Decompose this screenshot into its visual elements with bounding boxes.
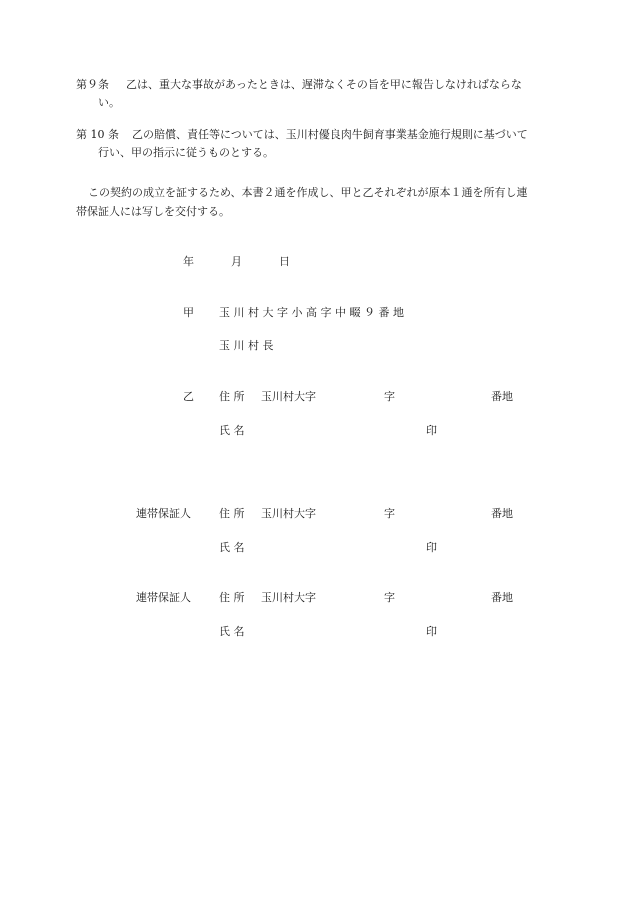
name-label: 氏 名 <box>219 541 245 554</box>
address-banchi: 番地 <box>491 507 513 520</box>
address-village: 玉川村大字 <box>261 390 316 403</box>
party-a-title: 玉 川 村 長 <box>219 339 274 352</box>
party-a-address: 玉 川 村 大 字 小 高 字 中 畷 ９ 番 地 <box>219 306 404 319</box>
address-village: 玉川村大字 <box>261 591 316 604</box>
article-number: 第 10 条 <box>76 128 119 141</box>
date-month: 月 <box>231 255 242 268</box>
address-aza: 字 <box>384 507 395 520</box>
party-b-label: 乙 <box>183 390 194 403</box>
name-label: 氏 名 <box>219 424 245 437</box>
seal-mark: 印 <box>426 424 437 437</box>
article-number: 第９条 <box>76 78 109 91</box>
date-year: 年 <box>183 255 194 268</box>
guarantor-label: 連帯保証人 <box>136 507 191 520</box>
address-aza: 字 <box>384 390 395 403</box>
date-day: 日 <box>279 255 290 268</box>
article-text-continued: い。 <box>98 96 120 109</box>
article-text: 乙は、重大な事故があったときは、遅滞なくその旨を甲に報告しなければならな <box>126 78 522 91</box>
seal-mark: 印 <box>426 541 437 554</box>
closing-text: この契約の成立を証するため、本書２通を作成し、甲と乙それぞれが原本１通を所有し連 <box>88 186 528 199</box>
address-banchi: 番地 <box>491 390 513 403</box>
address-label: 住 所 <box>219 390 245 403</box>
address-banchi: 番地 <box>491 591 513 604</box>
name-label: 氏 名 <box>219 625 245 638</box>
address-aza: 字 <box>384 591 395 604</box>
seal-mark: 印 <box>426 625 437 638</box>
address-label: 住 所 <box>219 507 245 520</box>
guarantor-label: 連帯保証人 <box>136 591 191 604</box>
article-text: 乙の賠償、責任等については、玉川村優良肉牛飼育事業基金施行規則に基づいて <box>132 128 528 141</box>
address-label: 住 所 <box>219 591 245 604</box>
address-village: 玉川村大字 <box>261 507 316 520</box>
article-text-continued: 行い、甲の指示に従うものとする。 <box>98 146 274 159</box>
party-a-label: 甲 <box>183 306 194 319</box>
closing-text-continued: 帯保証人には写しを交付する。 <box>76 205 230 218</box>
